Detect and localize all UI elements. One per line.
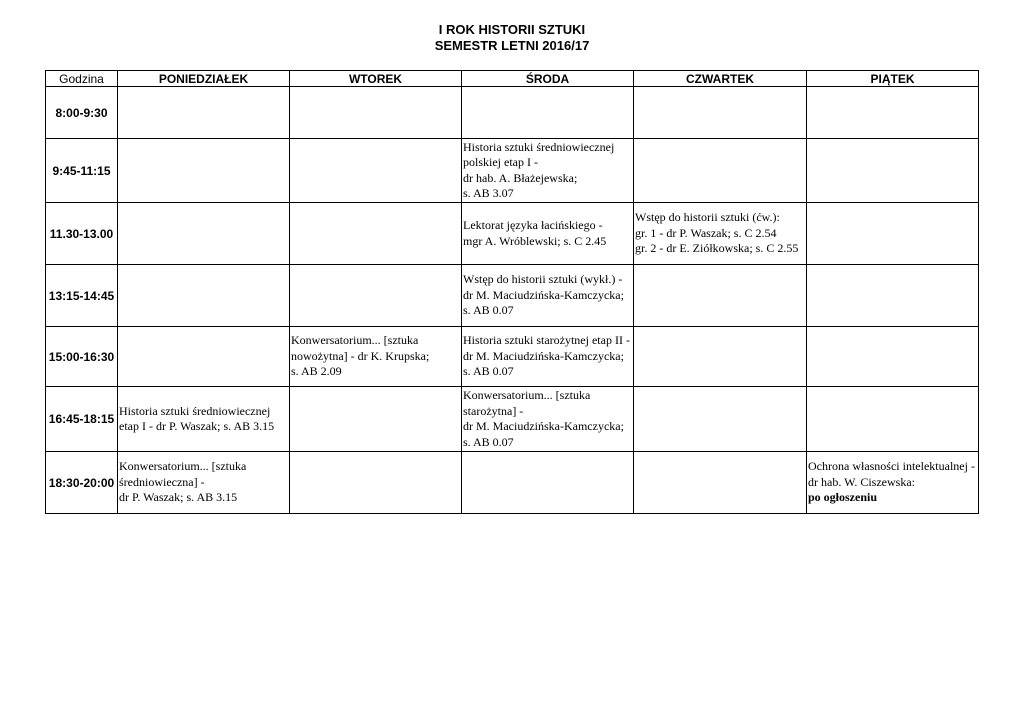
- time-slot: 15:00-16:30: [46, 327, 118, 387]
- cell-tuesday: [290, 87, 462, 139]
- cell-tuesday: [290, 265, 462, 327]
- cell-tuesday: [290, 452, 462, 514]
- class-text-line: średniowieczna] -: [119, 474, 205, 489]
- cell-monday: [118, 327, 290, 387]
- column-header-tuesday: WTOREK: [290, 71, 462, 87]
- table-row: [46, 87, 979, 139]
- class-text-line: dr M. Maciudzińska-Kamczycka;: [463, 419, 624, 433]
- class-text-line: dr M. Maciudzińska-Kamczycka;: [463, 287, 624, 302]
- cell-wednesday: [462, 327, 634, 387]
- cell-monday: [118, 139, 290, 203]
- class-text-line: Historia sztuki średniowiecznej: [463, 139, 615, 154]
- cell-monday: [118, 387, 290, 452]
- schedule-table: [45, 70, 979, 514]
- class-text-line: dr hab. W. Ciszewska:: [808, 474, 915, 489]
- class-text-line: nowożytna] - dr K. Krupska;: [291, 348, 430, 363]
- cell-tuesday: [290, 327, 462, 387]
- time-slot: 8:00-9:30: [46, 87, 118, 139]
- cell-thursday: [634, 139, 807, 203]
- cell-tuesday: [290, 139, 462, 203]
- cell-thursday: [634, 87, 807, 139]
- class-text-line: polskiej etap I -: [463, 155, 538, 169]
- cell-tuesday: [290, 387, 462, 452]
- cell-thursday: [634, 387, 807, 452]
- cell-wednesday: [462, 87, 634, 139]
- cell-friday: [807, 139, 979, 203]
- cell-wednesday: [462, 387, 634, 452]
- class-text-line: s. AB 3.07: [463, 186, 514, 200]
- cell-friday: [807, 87, 979, 139]
- class-text-line: Historia sztuki starożytnej etap II -: [463, 333, 630, 348]
- table-row: [46, 327, 979, 387]
- class-text-line: etap I - dr P. Waszak; s. AB 3.15: [119, 419, 275, 433]
- time-slot: 9:45-11:15: [46, 139, 118, 203]
- class-text-line: Konwersatorium... [sztuka: [463, 388, 591, 402]
- time-slot: 11.30-13.00: [46, 203, 118, 265]
- column-header-thursday: CZWARTEK: [634, 71, 807, 87]
- class-text-line: s. AB 0.07: [463, 434, 514, 449]
- cell-monday: [118, 87, 290, 139]
- class-text-line: gr. 2 - dr E. Ziółkowska; s. C 2.55: [635, 241, 799, 256]
- time-slot: 18:30-20:00: [46, 452, 118, 514]
- class-text-line: Konwersatorium... [sztuka: [119, 459, 247, 474]
- table-row: [46, 265, 979, 327]
- class-text-line: gr. 1 - dr P. Waszak; s. C 2.54: [635, 225, 777, 240]
- cell-monday: [118, 452, 290, 514]
- table-row: [46, 387, 979, 452]
- header-row: [46, 71, 979, 87]
- cell-friday: [807, 452, 979, 514]
- cell-wednesday: [462, 139, 634, 203]
- class-text-line: Ochrona własności intelektualnej -: [808, 459, 975, 474]
- cell-monday: [118, 203, 290, 265]
- cell-wednesday: [462, 203, 634, 265]
- class-location-note: po ogłoszeniu: [808, 490, 878, 505]
- cell-friday: [807, 387, 979, 452]
- class-text-line: Konwersatorium... [sztuka: [291, 333, 419, 348]
- time-slot: 16:45-18:15: [46, 387, 118, 452]
- class-text-line: dr hab. A. Błażejewska;: [463, 170, 578, 185]
- class-text-line: Wstęp do historii sztuki (ćw.):: [635, 210, 780, 225]
- class-text-line: mgr A. Wróblewski; s. C 2.45: [463, 233, 607, 248]
- table-row: [46, 139, 979, 203]
- cell-friday: [807, 203, 979, 265]
- cell-thursday: [634, 452, 807, 514]
- column-header-friday: PIĄTEK: [807, 71, 979, 87]
- class-text-line: s. AB 0.07: [463, 303, 514, 318]
- column-header-wednesday: ŚRODA: [462, 71, 634, 87]
- class-text-line: s. AB 2.09: [291, 364, 342, 379]
- class-text-line: dr M. Maciudzińska-Kamczycka;: [463, 348, 624, 363]
- table-row: [46, 452, 979, 514]
- document-subtitle: SEMESTR LETNI 2016/17: [434, 38, 590, 53]
- cell-thursday: [634, 327, 807, 387]
- cell-wednesday: [462, 265, 634, 327]
- class-text-line: Historia sztuki średniowiecznej: [119, 403, 271, 418]
- class-text-line: starożytna] -: [463, 403, 524, 418]
- column-header-monday: PONIEDZIAŁEK: [118, 71, 290, 87]
- column-header-time: Godzina: [46, 71, 118, 87]
- cell-thursday: [634, 265, 807, 327]
- document-title: I ROK HISTORII SZTUKI: [438, 22, 586, 37]
- cell-tuesday: [290, 203, 462, 265]
- class-text-line: dr P. Waszak; s. AB 3.15: [119, 490, 238, 505]
- cell-wednesday: [462, 452, 634, 514]
- time-slot: 13:15-14:45: [46, 265, 118, 327]
- class-text-line: Lektorat języka łacińskiego -: [463, 218, 603, 232]
- cell-friday: [807, 265, 979, 327]
- cell-monday: [118, 265, 290, 327]
- class-text-line: Wstęp do historii sztuki (wykł.) -: [463, 272, 623, 287]
- table-row: [46, 203, 979, 265]
- cell-friday: [807, 327, 979, 387]
- class-text-line: s. AB 0.07: [463, 364, 514, 379]
- cell-thursday: [634, 203, 807, 265]
